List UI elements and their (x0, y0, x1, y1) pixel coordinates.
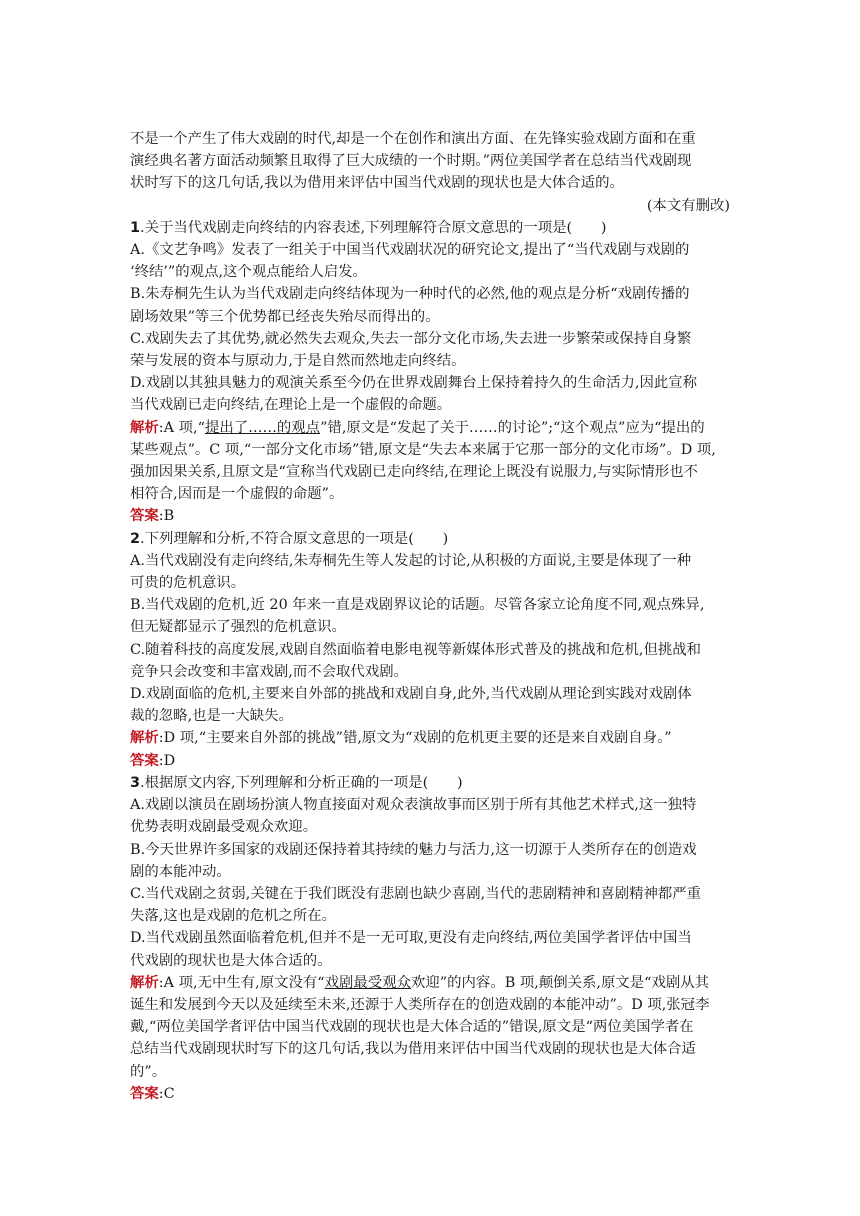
q1-option-a-cont: ‘终结’”的观点,这个观点能给人启发。 (130, 264, 367, 281)
q2-option-c-cont: 竞争只会改变和丰富戏剧,而不会取代戏剧。 (130, 663, 408, 680)
question-2-stem: 2.下列理解和分析,不符合原文意思的一项是( ) (130, 530, 449, 547)
q2-option-a: A.当代戏剧没有走向终结,朱寿桐先生等人发起的讨论,从积极的方面说,主要是体现了一种 (130, 552, 692, 569)
q3-option-b: B.今天世界许多国家的戏剧还保持着其持续的魅力与活力,这一切源于人类所存在的创造戏 (130, 841, 697, 858)
q1-option-d-cont: 当代戏剧已走向终结,在理论上是一个虚假的命题。 (130, 397, 452, 414)
q3-analysis-cont: 总结当代戏剧现状时写下的这几句话,我以为借用来评估中国当代戏剧的现状也是大体合适 (130, 1041, 696, 1058)
q3-option-b-cont: 剧的本能冲动。 (130, 863, 231, 880)
question-3-stem: 3.根据原文内容,下列理解和分析正确的一项是( ) (130, 774, 463, 791)
q3-option-c: C.当代戏剧之贫弱,关键在于我们既没有悲剧也缺少喜剧,当代的悲剧精神和喜剧精神都严重 (130, 885, 702, 902)
q1-option-b: B.朱寿桐先生认为当代戏剧走向终结体现为一种时代的必然,他的观点是分析“戏剧传播的 (130, 286, 690, 303)
q3-option-d: D.当代戏剧虽然面临着危机,但并不是一无可取,更没有走向终结,两位美国学者评估中国当 (130, 930, 692, 947)
question-number: 1 (130, 219, 141, 236)
q1-option-d: D.戏剧以其独具魅力的观演关系至今仍在世界戏剧舞台上保持着持久的生命活力,因此宣称 (130, 375, 698, 392)
q3-analysis-cont: 诞生和发展到今天以及延续至未来,还源于人类所存在的创造戏剧的本能冲动”。D 项,张冠李 (130, 996, 710, 1013)
analysis-label: 解析 (130, 974, 159, 991)
q1-analysis-cont: 相符合,因而是一个虚假的命题”。 (130, 486, 344, 503)
q1-analysis-cont: 强加因果关系,且原文是“宣称当代戏剧已走向终结,在理论上既没有说服力,与实际情形也不 (130, 464, 698, 481)
intro-line: 不是一个产生了伟大戏剧的时代,却是一个在创作和演出方面、在先锋实验戏剧方面和在重 (130, 131, 696, 147)
q3-analysis: 解析:A 项,无中生有,原文没有“戏剧最受观众欢迎”的内容。B 项,颠倒关系,原文是“戏剧从其 (130, 974, 710, 991)
analysis-label: 解析 (130, 730, 159, 747)
intro-line: 演经典名著方面活动频繁且取得了巨大成绩的一个时期。”两位美国学者在总结当代戏剧现 (130, 153, 692, 170)
q1-option-c: C.戏剧失去了其优势,就必然失去观众,失去一部分文化市场,失去进一步繁荣或保持自身繁 (130, 330, 692, 347)
q3-analysis-cont: 的”。 (130, 1063, 167, 1080)
intro-line: 状时写下的这几句话,我以为借用来评估中国当代戏剧的现状也是大体合适的。 (130, 175, 624, 192)
q3-option-a-cont: 优势表明戏剧最受观众欢迎。 (130, 819, 318, 836)
q1-option-c-cont: 荣与发展的资本与原动力,于是自然而然地走向终结。 (130, 353, 466, 370)
answer-label: 答案 (130, 752, 159, 769)
q2-option-b-cont: 但无疑都显示了强烈的危机意识。 (130, 619, 346, 636)
q3-answer: 答案:C (130, 1085, 175, 1102)
q2-analysis: 解析:D 项,“主要来自外部的挑战”错,原文为“戏剧的危机更主要的还是来自戏剧自身。” (130, 730, 672, 747)
q1-analysis-cont: 某些观点”。C 项,“一部分文化市场”错,原文是“失去本来属于它那一部分的文化市场”。D 项, (130, 441, 716, 458)
q3-analysis-cont: 戴,“两位美国学者评估中国当代戏剧的现状也是大体合适的”错误,原文是“两位美国学者在 (130, 1019, 694, 1036)
answer-label: 答案 (130, 1085, 159, 1102)
q2-option-c: C.随着科技的高度发展,戏剧自然面临着电影电视等新媒体形式普及的挑战和危机,但挑战和 (130, 641, 702, 658)
q2-answer: 答案:D (130, 752, 176, 769)
q3-option-c-cont: 失落,这也是戏剧的危机之所在。 (130, 908, 337, 925)
q1-answer: 答案:B (130, 508, 175, 525)
analysis-label: 解析 (130, 419, 159, 436)
q2-option-d: D.戏剧面临的危机,主要来自外部的挑战和戏剧自身,此外,当代戏剧从理论到实践对戏剧体 (130, 686, 692, 703)
question-1-stem: 1.关于当代戏剧走向终结的内容表述,下列理解符合原文意思的一项是( ) (130, 219, 607, 236)
question-number: 3 (130, 774, 141, 791)
question-number: 2 (130, 530, 141, 547)
q3-option-d-cont: 代戏剧的现状也是大体合适的。 (130, 952, 332, 969)
q2-option-b: B.当代戏剧的危机,近 20 年来一直是戏剧界议论的话题。尽管各家立论角度不同,观点殊异, (130, 597, 705, 614)
q1-analysis: 解析:A 项,“提出了……的观点”错,原文是“发起了关于……的讨论”;“这个观点”应为“提出的 (130, 419, 705, 436)
q1-option-b-cont: 剧场效果”等三个优势都已经丧失殆尽而得出的。 (130, 308, 440, 325)
answer-label: 答案 (130, 508, 159, 525)
edit-note: (本文有删改) (646, 197, 730, 214)
q2-option-a-cont: 可贵的危机意识。 (130, 575, 246, 592)
document-page (130, 128, 730, 1105)
q1-option-a: A.《文艺争鸣》发表了一组关于中国当代戏剧状况的研究论文,提出了“当代戏剧与戏剧的 (130, 242, 690, 259)
q3-option-a: A.戏剧以演员在剧场扮演人物直接面对观众表演故事而区别于所有其他艺术样式,这一独特 (130, 797, 697, 814)
q2-option-d-cont: 裁的忽略,也是一大缺失。 (130, 708, 293, 725)
